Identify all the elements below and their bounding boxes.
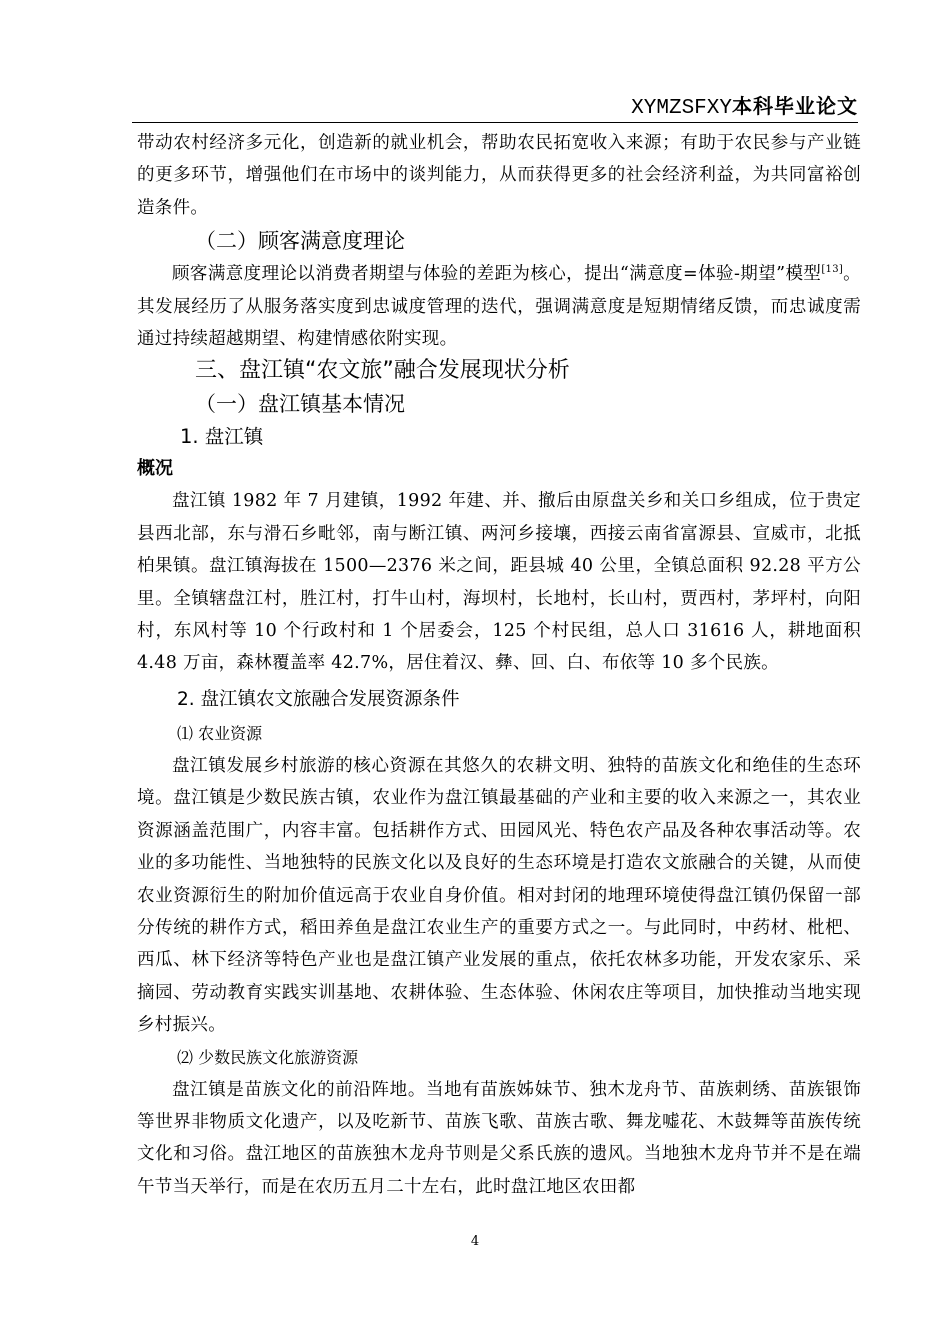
paragraph-intro: 带动农村经济多元化，创造新的就业机会，帮助农民拓宽收入来源；有助于农民参与产业链的更多环节，增强他们在市场中的谈判能力，从而获得更多的社会经济利益，为共同富裕创造条件。 bbox=[137, 133, 861, 218]
text-after-ref: 。其发展经历了从服务落实度到忠诚度管理的迭代，强调满意度是短期情绪反馈，而忠诚度需通过持续超越期望、构建情感依附实现。 bbox=[137, 264, 861, 350]
document-body bbox=[137, 127, 861, 1203]
heading-panjiang-town: 1. 盘江镇 bbox=[180, 425, 264, 449]
overview-label: 概况 bbox=[137, 458, 173, 480]
page-number: 4 bbox=[470, 1234, 480, 1249]
paragraph-customer-satisfaction bbox=[137, 258, 861, 355]
paragraph-culture-resources: 盘江镇是苗族文化的前沿阵地。当地有苗族姊妹节、独木龙舟节、苗族刺绣、苗族银饰等世界非物质文化遗产，以及吃新节、苗族飞歌、苗族古歌、舞龙嘘花、木鼓舞等苗族传统文化和习俗。盘江地区的苗族独木龙舟节则是父系氏族的遗风。当地独木龙舟节并不是在端午节当天举行，而是在农历五月二十左右，此时盘江地区农田都 bbox=[137, 1079, 861, 1197]
header-rule bbox=[132, 122, 858, 123]
header-title: 本科毕业论文 bbox=[732, 94, 858, 118]
heading-basic-situation: （一）盘江镇基本情况 bbox=[195, 392, 405, 417]
header-code: XYMZSFXY bbox=[631, 97, 732, 120]
citation-ref: [13] bbox=[821, 264, 844, 276]
heading-culture-resources: ⑵ 少数民族文化旅游资源 bbox=[177, 1047, 359, 1067]
page-header bbox=[132, 92, 858, 123]
text-before-ref: 顾客满意度理论以消费者期望与体验的差距为核心，提出“满意度=体验-期望”模型 bbox=[172, 264, 822, 285]
chapter-heading: 三、盘江镇“农文旅”融合发展现状分析 bbox=[195, 358, 570, 384]
heading-agri-resources: ⑴ 农业资源 bbox=[177, 723, 263, 743]
paragraph-agri-resources: 盘江镇发展乡村旅游的核心资源在其悠久的农耕文明、独特的苗族文化和绝佳的生态环境。盘江镇是少数民族古镇，农业作为盘江镇最基础的产业和主要的收入来源之一，其农业资源涵盖范围广，内容丰富。包括耕作方式、田园风光、特色农产品及各种农事活动等。农业的多功能性、当地独特的民族文化以及良好的生态环境是打造农文旅融合的关键，从而使农业资源衍生的附加价值远高于农业自身价值。相对封闭的地理环境使得盘江镇仍保留一部分传统的耕作方式，稻田养鱼是盘江农业生产的重要方式之一。与此同时，中药材、枇杷、西瓜、林下经济等特色产业也是盘江镇产业发展的重点，依托农林多功能，开发农家乐、采摘园、劳动教育实践实训基地、农耕体验、生态体验、休闲农庄等项目，加快推动当地实现乡村振兴。 bbox=[137, 755, 861, 1036]
heading-customer-satisfaction: （二）顾客满意度理论 bbox=[195, 229, 405, 254]
heading-resource-conditions: 2. 盘江镇农文旅融合发展资源条件 bbox=[177, 688, 460, 710]
paragraph-overview: 盘江镇 1982 年 7 月建镇，1992 年建、并、撤后由原盘关乡和关口乡组成，位于贵定县西北部，东与滑石乡毗邻，南与断江镇、两河乡接壤，西接云南省富源县、宣威市，北抵柏果镇。盘江镇海拔在 1500—2376 米之间，距县城 40 公里，全镇总面积 92.28 平方公里。全镇辖盘江村，胜江村，打牛山村，海坝村，长地村，长山村，贾西村，茅坪村，向阳村，东风村等 10 个行政村和 1 个居委会，125 个村民组，总人口 31616 人，耕地面积 4.48 万亩，森林覆盖率 42.7%，居住着汉、彝、回、白、布依等 10 多个民族。 bbox=[137, 491, 861, 674]
